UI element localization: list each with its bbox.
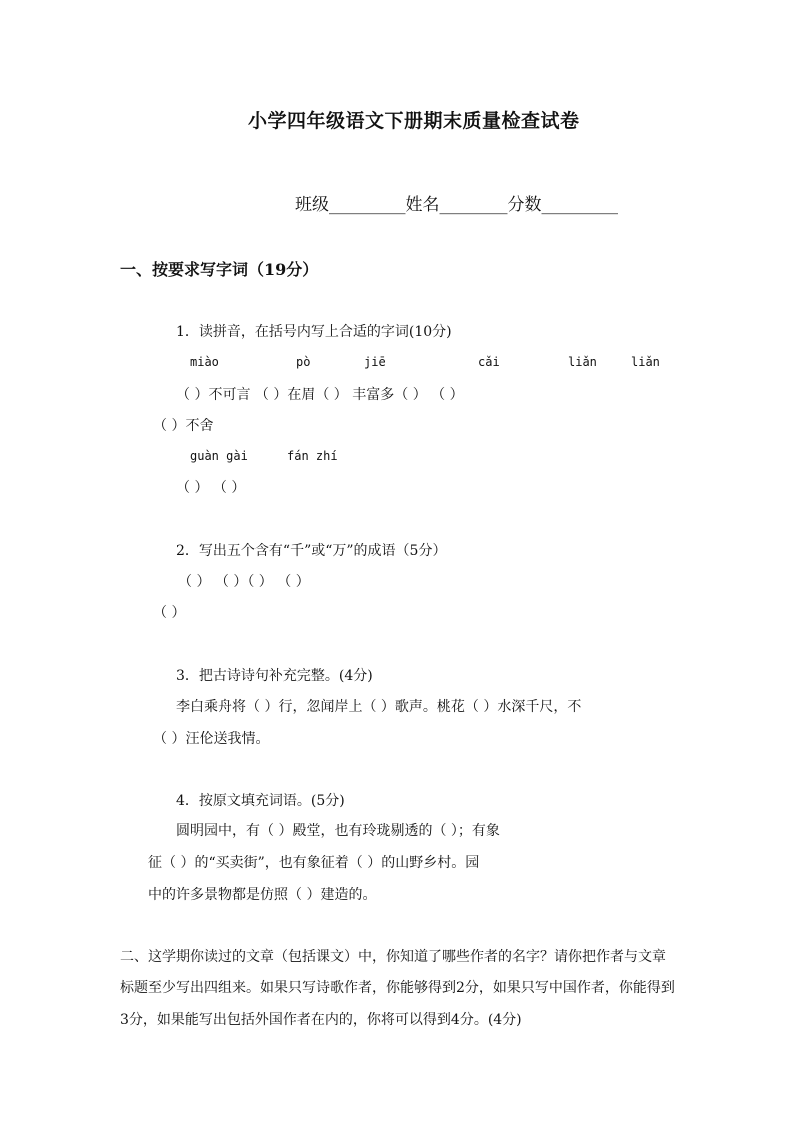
pinyin-label: liǎn (631, 355, 660, 369)
pinyin-label: miào (190, 355, 219, 369)
q4-line1: 圆明园中，有（ ）殿堂，也有玲珑剔透的（ ）；有象 (176, 823, 500, 839)
exam-title: 小学四年级语文下册期末质量检查试卷 (248, 110, 580, 132)
q3-line2: （ ）汪伦送我情。 (153, 731, 270, 747)
q4-line2: 征（ ）的“买卖街”，也有象征着（ ）的山野乡村。园 (148, 855, 480, 871)
section2-line1: 二、这学期你读过的文章（包括课文）中，你知道了哪些作者的名字？请你把作者与文章 (120, 949, 666, 965)
pinyin-label: fán zhí (287, 449, 338, 463)
q2-line1: （ ） （ ）（ ） （ ） (178, 574, 310, 590)
q2-line2: （ ） (153, 605, 186, 621)
section2-line2: 标题至少写出四组来。如果只写诗歌作者，你能够得到2分，如果只写中国作者，你能得到 (120, 980, 675, 996)
q3-prompt: 3．把古诗诗句补充完整。(4分) (176, 668, 373, 684)
pinyin-label: pò (296, 355, 311, 369)
pinyin-label: cǎi (478, 355, 500, 369)
pinyin-label: liǎn (568, 355, 597, 369)
q1-line1: （ ）不可言 （ ）在眉（ ） 丰富多（ ） （ ） (176, 387, 464, 403)
pinyin-label: guàn gài (190, 449, 248, 463)
q2-prompt: 2．写出五个含有“千”或“万”的成语（5分） (176, 543, 447, 559)
section2-line3: 3分，如果能写出包括外国作者在内的，你将可以得到4分。(4分) (120, 1012, 522, 1028)
section1-heading: 一、按要求写字词（19分） (120, 260, 319, 279)
student-info-line: 班级_________姓名________分数_________ (295, 195, 618, 215)
q4-prompt: 4．按原文填充词语。(5分) (176, 793, 345, 809)
q1-prompt: 1．读拼音，在括号内写上合适的字词(10分) (176, 324, 452, 340)
q3-line1: 李白乘舟将（ ）行，忽闻岸上（ ）歌声。桃花（ ）水深千尺，不 (176, 699, 582, 715)
q4-line3: 中的许多景物都是仿照（ ）建造的。 (148, 887, 377, 903)
q1-line3: （ ） （ ） (176, 480, 246, 496)
q1-line2: （ ）不舍 (153, 418, 214, 434)
pinyin-label: jiē (364, 355, 386, 369)
